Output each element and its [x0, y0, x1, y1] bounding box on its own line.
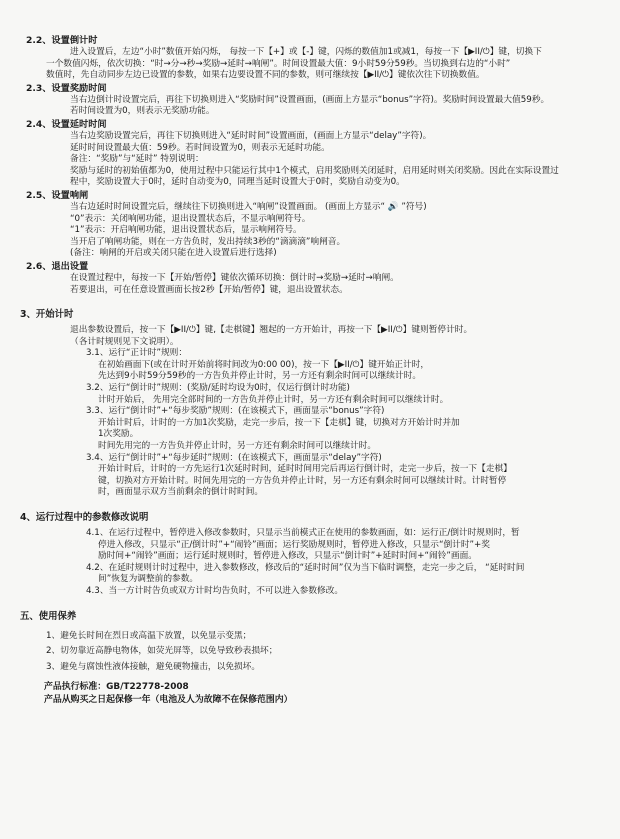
section-2-4-line-3: 备注：“奖励”与“延时” 特别说明：	[70, 154, 204, 165]
section-2-4-title: 2.4、设置延时时间	[26, 118, 107, 130]
rule-3-3-line-2: 1次奖励。	[98, 429, 139, 440]
section-3-line-2: （各计时规则见下文说明）。	[70, 336, 179, 347]
note-4-1-line-1: 4.1、在运行过程中，暂停进入修改参数时，只显示当前模式正在使用的参数画面，如：运行正/倒计时规则时，暂	[86, 528, 520, 538]
section-2-5-title: 2.5、设置响闸	[26, 189, 89, 201]
section-2-5-line-2: “0”表示：关闭响闸功能，退出设置状态后，不显示响闸符号。	[70, 213, 311, 224]
section-2-3-line-2: 若时间设置为0，则表示无奖励功能。	[70, 106, 215, 117]
section-2-6-line-1: 在设置过程中，每按一下【开始/暂停】键依次循环切换：倒计时→奖励→延时→响闸。	[70, 272, 399, 283]
section-3-line-1: 退出参数设置后，按一下【▶II/⏻】键,【走棋键】翘起的一方开始计，再按一下【▶II/⏻】键则暂停计时。	[70, 325, 473, 336]
note-4-1-line-2: 停进入修改，只显示“正/倒计时”+“闹铃”画面；运行奖励规则时，暂停进入修改，只显示“倒计时”+奖	[98, 539, 490, 550]
maintenance-item-2: 2、切勿靠近高静电物体，如荧光屏等，以免导致秒表损坏；	[46, 646, 278, 657]
maintenance-item-1: 1、避免长时间在烈日或高温下放置，以免显示变黑；	[46, 630, 252, 641]
section-2-5-line-4: 当开启了响闸功能，则在一方告负时，发出持续3秒的“滴滴滴”响闸音。	[70, 236, 346, 247]
rule-3-4-line-3: 时，画面显示双方当前剩余的倒计时时间。	[98, 487, 264, 498]
section-2-6-title: 2.6、退出设置	[26, 260, 89, 272]
section-2-4-line-4: 奖励与延时的初始值都为0，使用过程中只能运行其中1个模式，启用奖励则关闭延时，启用延时则关闭奖励。因此在实际设置过	[70, 165, 559, 176]
section-2-2-line-1: 进入设置后，左边“小时”数值开始闪烁， 每按一下【+】或【-】键，闪烁的数值加1或减1，每按一下【▶II/⏻】键，切换下	[70, 47, 542, 57]
rule-3-4-title: 3.4、运行“倒计时”+“每步延时”规则：(在该模式下，画面显示“delay”字符)	[86, 452, 382, 463]
product-standard: 产品执行标准：GB/T22778-2008	[44, 682, 189, 693]
section-2-5-line-5: (备注：响闸的开启或关闭只能在进入设置后进行选择)	[70, 248, 277, 259]
section-2-4-line-1: 当右边奖励设置完后，再往下切换则进入“延时时间”设置画面，(画面上方显示“delay”字符)。	[70, 130, 432, 141]
note-4-2-line-1: 4.2、在延时规则计时过程中，进入参数修改，修改后的“延时时间”仅为当下临时调整，走完一步之后， “延时时间	[86, 562, 525, 573]
section-2-2-title: 2.2、设置倒计时	[26, 35, 98, 46]
rule-3-3-line-1: 开始计时后，计时的一方加1次奖励，走完一步后，按一下【走棋】键，切换对方开始计时并加	[98, 417, 460, 428]
section-2-4-line-5: 程中，奖励设置大于0时，延时自动变为0，同理当延时设置大于0时，奖励自动变为0。	[70, 177, 405, 188]
rule-3-1-line-1: 在初始画面下(或在计时开始前将时间改为0:00 00)，按一下【▶II/⏻】键开始正计时，	[98, 359, 430, 370]
section-2-5-line-1: 当右边延时时间设置完后，继续往下切换则进入“响闸”设置画面。 (画面上方显示“ 🔊 ”符号)	[70, 201, 427, 212]
section-2-3-line-1: 当右边倒计时设置完后，再往下切换则进入“奖励时间”设置画面，(画面上方显示“bonus”字符)。奖励时间设置最大值59秒。	[70, 94, 550, 105]
section-2-6-line-2: 若要退出，可在任意设置画面长按2秒【开始/暂停】键，退出设置状态。	[70, 284, 348, 295]
section-4-title: 4、运行过程中的参数修改说明	[20, 512, 149, 523]
note-4-2-line-2: 间”恢复为调整前的参数。	[98, 574, 199, 585]
rule-3-4-line-1: 开始计时后，计时的一方先运行1次延时时间，延时时间用完后再运行倒计时，走完一步后，按一下【走棋】	[98, 464, 512, 475]
maintenance-item-3: 3、避免与腐蚀性液体接触，避免硬物撞击，以免损坏。	[46, 661, 261, 672]
rule-3-3-line-3: 时间先用完的一方告负并停止计时，另一方还有剩余时间可以继续计时。	[98, 441, 376, 452]
section-2-3-title: 2.3、设置奖励时间	[26, 82, 107, 94]
rule-3-4-line-2: 键，切换对方开始计时。时间先用完的一方告负并停止计时，另一方还有剩余时间可以继续计时。计时暂停	[98, 475, 507, 486]
rule-3-1-title: 3.1、运行“正计时”规则：	[86, 348, 188, 359]
section-2-5-line-3: “1”表示：开启响闸功能，退出设置状态后，显示响闸符号。	[70, 225, 302, 236]
section-2-4-line-2: 延时时间设置最大值：59秒。若时间设置为0，则表示无延时功能。	[70, 142, 330, 153]
rule-3-3-title: 3.3、运行“倒计时”+“每步奖励”规则：(在该模式下，画面显示“bonus”字符)	[86, 406, 385, 417]
section-5-title: 五、使用保养	[20, 610, 77, 622]
section-3-title: 3、开始计时	[20, 309, 74, 321]
note-4-3-line-1: 4.3、当一方计时告负或双方计时均告负时，不可以进入参数修改。	[86, 585, 344, 596]
rule-3-1-line-2: 先达到9小时59分59秒的一方告负并停止计时，另一方还有剩余时间可以继续计时。	[98, 371, 422, 382]
warranty-note: 产品从购买之日起保修一年（电池及人为故障不在保修范围内）	[44, 695, 293, 706]
section-2-2-line-3: 数值时，先自动同步左边已设置的参数，如果右边要设置不同的参数，则可继续按【▶II/⏻】键依次往下切换数值。	[46, 70, 485, 81]
rule-3-2-title: 3.2、运行“倒计时”规则：(奖励/延时均设为0时，仅运行倒计时功能)	[86, 383, 350, 394]
rule-3-2-line-1: 计时开始后， 先用完全部时间的一方告负并停止计时，另一方还有剩余时间可以继续计时。	[98, 394, 449, 405]
section-2-2-line-2: 一个数值闪烁，依次切换：“时→分→秒→奖励→延时→响闸”。时间设置最大值：9小时59分59秒。当切换到右边的“小时”	[46, 58, 511, 69]
note-4-1-line-3: 励时间+“闹铃”画面；运行延时规则时，暂停进入修改，只显示“倒计时”+延时时间+“闹铃”画面。	[98, 551, 477, 562]
